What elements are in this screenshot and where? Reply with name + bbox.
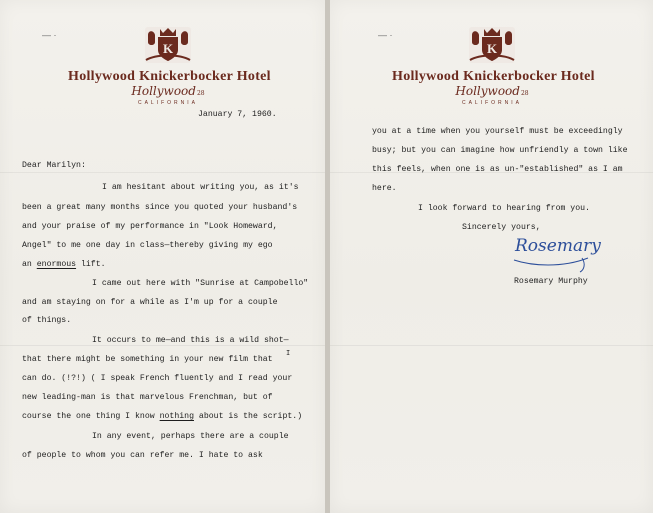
salutation: Dear Marilyn: [22, 161, 86, 170]
hole-punch-mark: — · [42, 30, 57, 40]
letterhead [68, 26, 271, 106]
underlined-word: nothing [159, 412, 194, 421]
fold-line [0, 172, 325, 173]
letter-line: an enormous lift. [22, 260, 106, 269]
hotel-name: Hollywood Knickerbocker Hotel [392, 69, 595, 84]
letter-line: been a great many months since you quoted your husband's [22, 203, 298, 212]
letter-line: here. [372, 184, 397, 193]
handwritten-signature: Rosemary [515, 236, 601, 256]
hotel-state: CALIFORNIA [461, 100, 522, 106]
letter-line: and am staying on for a while as I'm up for a couple [22, 298, 278, 307]
letter-line: course the one thing I know nothing about is the script.) [22, 412, 303, 421]
hotel-city: Hollywood28 [455, 84, 529, 98]
letter-line: this feels, when one is as un-"established" as I am [372, 165, 623, 174]
letter-line: In any event, perhaps there are a couple [92, 432, 289, 441]
hotel-name: Hollywood Knickerbocker Hotel [68, 69, 271, 84]
letterhead [392, 26, 595, 106]
letter-line: Angel" to me one day in class—thereby giving my ego [22, 241, 273, 250]
letter-line: can do. (!?!) ( I speak French fluently and I read your [22, 374, 293, 383]
fold-line [330, 345, 653, 346]
letter-line: of things. [22, 316, 72, 325]
signature-flourish [512, 256, 592, 274]
letter-date: January 7, 1960. [198, 110, 277, 119]
svg-text:K: K [486, 41, 498, 56]
hole-punch-mark: — · [378, 30, 393, 40]
svg-text:K: K [162, 41, 174, 56]
hotel-crest-icon [142, 26, 194, 64]
letter-line: I am hesitant about writing you, as it's [102, 183, 299, 192]
typed-name: Rosemary Murphy [514, 277, 588, 286]
margin-note: I [286, 350, 291, 358]
letter-line: that there might be something in your new film that [22, 355, 273, 364]
letter-line: and your praise of my performance in "Look Homeward, [22, 222, 278, 231]
hotel-crest-icon [466, 26, 518, 64]
letter-line: you at a time when you yourself must be exceedingly [372, 127, 623, 136]
underlined-word: enormous [36, 260, 77, 269]
closing: Sincerely yours, [462, 223, 541, 232]
hotel-state: CALIFORNIA [137, 100, 198, 106]
letter-line: busy; but you can imagine how unfriendly a town like [372, 146, 628, 155]
letter-line: I look forward to hearing from you. [418, 204, 590, 213]
letter-line: It occurs to me—and this is a wild shot— [92, 336, 289, 345]
letter-line: I came out here with "Sunrise at Campobello" [92, 279, 309, 288]
letter-line: new leading-man is that marvelous Frenchman, but of [22, 393, 273, 402]
letter-line: of people to whom you can refer me. I hate to ask [22, 451, 263, 460]
hotel-city: Hollywood28 [131, 84, 205, 98]
